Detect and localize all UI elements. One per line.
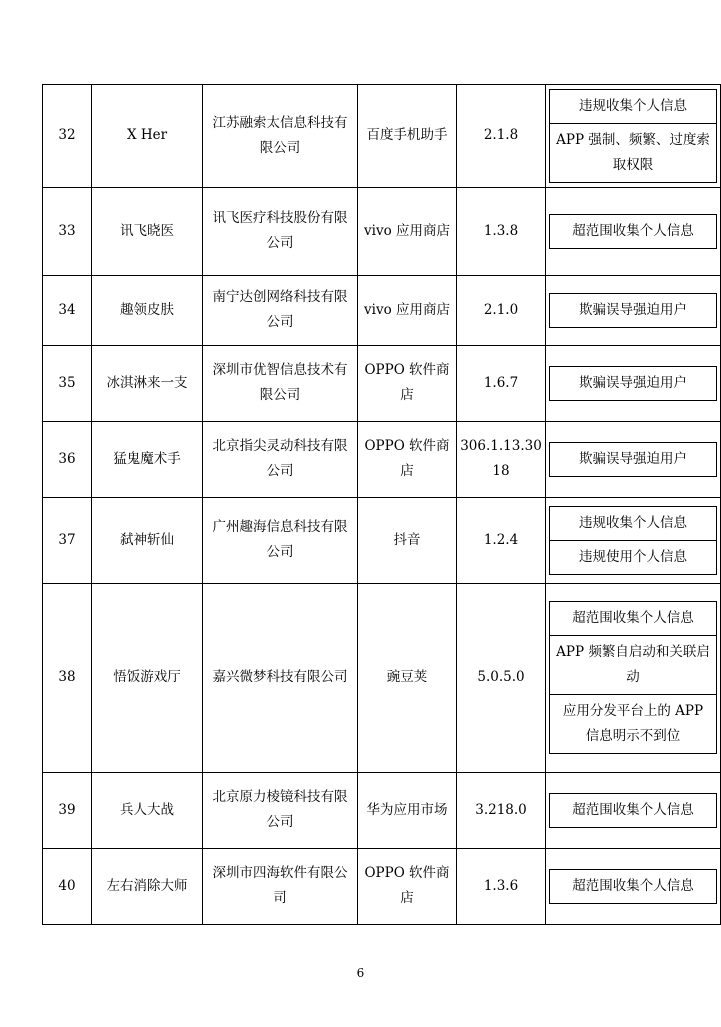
company-name: 深圳市四海软件有限公司 xyxy=(203,848,358,924)
app-name: 冰淇淋来一支 xyxy=(92,345,203,421)
row-index: 33 xyxy=(43,187,92,275)
company-name: 深圳市优智信息技术有限公司 xyxy=(203,345,358,421)
row-index: 38 xyxy=(43,583,92,772)
row-index: 34 xyxy=(43,275,92,345)
table-row xyxy=(43,772,721,848)
app-name: 猛鬼魔术手 xyxy=(92,421,203,497)
issue-item: APP 强制、频繁、过度索取权限 xyxy=(556,131,710,173)
app-store: OPPO 软件商店 xyxy=(358,848,457,924)
app-version: 1.6.7 xyxy=(457,345,546,421)
table-body xyxy=(43,85,721,925)
app-store: 豌豆荚 xyxy=(358,583,457,772)
company-name: 北京指尖灵动科技有限公司 xyxy=(203,421,358,497)
app-name: 弑神斩仙 xyxy=(92,497,203,583)
issue-item: 超范围收集个人信息 xyxy=(550,602,716,636)
app-version: 1.3.6 xyxy=(457,848,546,924)
issue-item: 欺骗误导强迫用户 xyxy=(579,301,687,318)
app-version: 3.218.0 xyxy=(457,772,546,848)
app-name: 趣领皮肤 xyxy=(92,275,203,345)
page-number: 6 xyxy=(356,966,365,980)
issue-cell xyxy=(546,421,721,497)
issue-cell xyxy=(546,187,721,275)
issue-cell xyxy=(546,772,721,848)
company-name: 广州趣海信息科技有限公司 xyxy=(203,497,358,583)
issue-item: 超范围收集个人信息 xyxy=(572,222,694,239)
issue-item: 违规收集个人信息 xyxy=(550,90,716,124)
app-store: 华为应用市场 xyxy=(358,772,457,848)
app-store: 抖音 xyxy=(358,497,457,583)
app-name: 讯飞晓医 xyxy=(92,187,203,275)
app-store: vivo 应用商店 xyxy=(358,275,457,345)
app-version: 2.1.8 xyxy=(457,85,546,188)
app-store: OPPO 软件商店 xyxy=(358,345,457,421)
issue-cell xyxy=(546,583,721,772)
issue-item: 超范围收集个人信息 xyxy=(572,801,694,818)
table-row xyxy=(43,345,721,421)
issue-cell xyxy=(546,345,721,421)
app-version: 5.0.5.0 xyxy=(457,583,546,772)
app-name: 左右消除大师 xyxy=(92,848,203,924)
issue-cell xyxy=(546,497,721,583)
app-violation-table-wrapper xyxy=(42,84,710,925)
issue-cell xyxy=(546,848,721,924)
issue-item: 违规收集个人信息 xyxy=(550,507,716,541)
row-index: 37 xyxy=(43,497,92,583)
row-index: 40 xyxy=(43,848,92,924)
table-row xyxy=(43,187,721,275)
issue-item: 欺骗误导强迫用户 xyxy=(579,374,687,391)
app-name: X Her xyxy=(92,85,203,188)
app-violation-table xyxy=(42,84,721,925)
app-store: 百度手机助手 xyxy=(358,85,457,188)
company-name: 讯飞医疗科技股份有限公司 xyxy=(203,187,358,275)
table-row xyxy=(43,421,721,497)
table-row xyxy=(43,275,721,345)
company-name: 南宁达创网络科技有限公司 xyxy=(203,275,358,345)
issue-cell xyxy=(546,85,721,188)
app-version: 1.2.4 xyxy=(457,497,546,583)
app-version: 2.1.0 xyxy=(457,275,546,345)
company-name: 北京原力棱镜科技有限公司 xyxy=(203,772,358,848)
row-index: 36 xyxy=(43,421,92,497)
issue-item: 违规使用个人信息 xyxy=(579,548,687,565)
app-name: 兵人大战 xyxy=(92,772,203,848)
issue-cell xyxy=(546,275,721,345)
company-name: 嘉兴微梦科技有限公司 xyxy=(203,583,358,772)
issue-item: 超范围收集个人信息 xyxy=(572,877,694,894)
row-index: 39 xyxy=(43,772,92,848)
row-index: 35 xyxy=(43,345,92,421)
app-version: 306.1.13.3018 xyxy=(457,421,546,497)
table-row xyxy=(43,85,721,188)
app-version: 1.3.8 xyxy=(457,187,546,275)
issue-item: 欺骗误导强迫用户 xyxy=(579,450,687,467)
app-store: vivo 应用商店 xyxy=(358,187,457,275)
issue-item: 应用分发平台上的 APP 信息明示不到位 xyxy=(562,703,704,745)
company-name: 江苏融索太信息科技有限公司 xyxy=(203,85,358,188)
table-row xyxy=(43,497,721,583)
table-row xyxy=(43,583,721,772)
app-store: OPPO 软件商店 xyxy=(358,421,457,497)
app-name: 悟饭游戏厅 xyxy=(92,583,203,772)
table-row xyxy=(43,848,721,924)
row-index: 32 xyxy=(43,85,92,188)
issue-item: APP 频繁自启动和关联启动 xyxy=(550,636,716,695)
